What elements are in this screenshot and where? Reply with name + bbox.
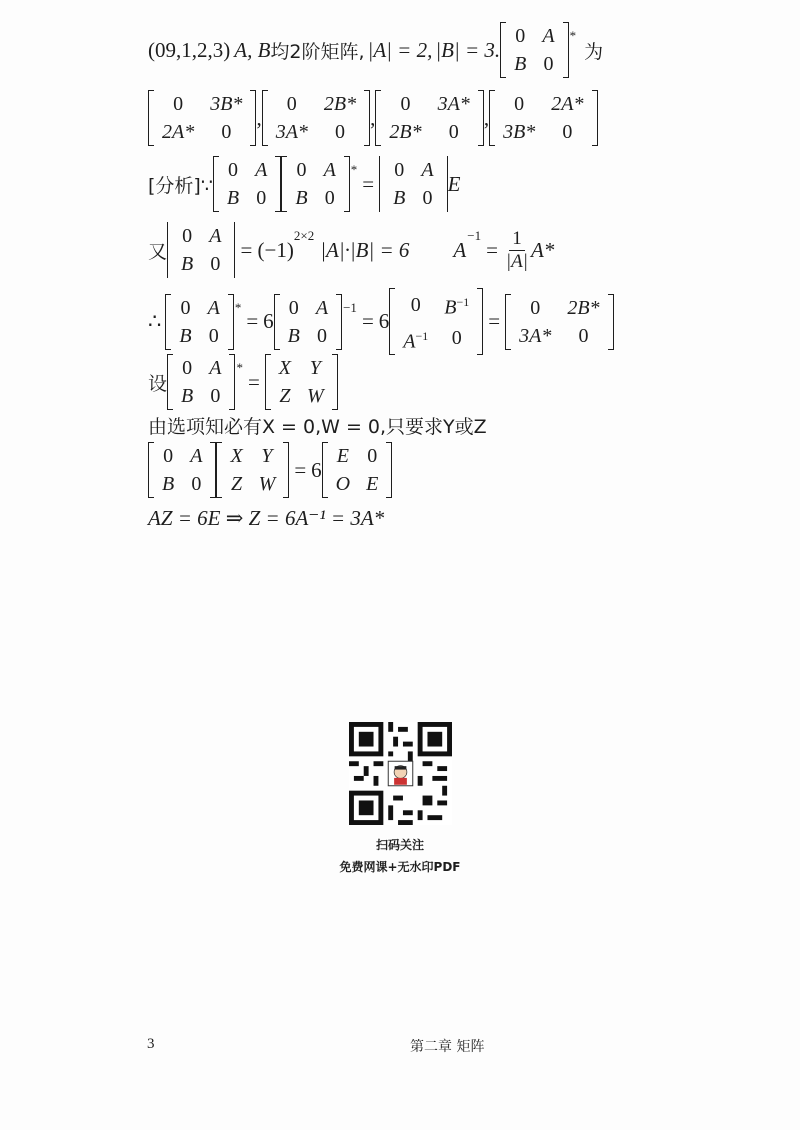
options-row: 0 3B* 2A* 0 , 0 2B* 3A* 0 , 0 3A* 2B* 0 , 0 2A* 3B* 0 (148, 90, 598, 146)
qr-code-image (349, 722, 452, 825)
problem-stem-text: 均2阶矩阵, (270, 40, 365, 63)
analysis-line-4: 设 0 A B 0 * = X Y Z W (148, 354, 338, 410)
analysis-conclusion: AZ = 6E ⇒ Z = 6A⁻¹ = 3A* (148, 506, 385, 530)
problem-ask: 为 (584, 40, 604, 63)
problem-cond-b: |B| = 3. (435, 37, 501, 62)
option-a-matrix: 0 3B* 2A* 0 (148, 90, 256, 146)
option-b-matrix: 0 2B* 3A* 0 (262, 90, 370, 146)
problem-vars: A, B (234, 37, 271, 62)
analysis-line-2: 又 0 A B 0 = (−1) 2×2 |A|·|B| = 6 A −1 = $\frac{1}{|A|}$ A* (148, 222, 554, 278)
analysis-you: 又 (148, 240, 168, 263)
problem-cond-a: |A| = 2, (367, 37, 433, 62)
stem-star: * (569, 28, 577, 43)
block-matrix: 0 A B 0 (213, 156, 281, 212)
stem-matrix: 0 A B 0 (500, 22, 568, 78)
option-d-matrix: 0 2A* 3B* 0 (489, 90, 597, 146)
page-number: 3 (147, 1036, 155, 1052)
qr-caption-offer: 免费网课+无水印PDF (339, 860, 461, 874)
qr-code[interactable] (349, 722, 452, 825)
fraction-one-over-det: $\frac{1}{|A|}$ (505, 227, 528, 272)
qr-caption-follow: 扫码关注 (375, 838, 424, 852)
analysis-line-5: 由选项知必有X = 0,W = 0,只要求Y或Z (148, 416, 487, 438)
analysis-line-1: [分析]∵ 0 A B 0 0 A B 0 * = 0 A B 0 E (148, 156, 460, 212)
identity-e: E (447, 171, 461, 196)
block-matrix-adj: 0 A B 0 (281, 156, 349, 212)
analysis-line-6: 0 A B 0 X Y Z W = 6 E 0 O E (148, 442, 392, 498)
problem-source: (09,1,2,3) (148, 37, 231, 62)
block-determinant: 0 A B 0 (379, 156, 447, 212)
problem-stem (148, 22, 603, 78)
chapter-title: 第二章 矩阵 (410, 1039, 485, 1055)
det-block: 0 A B 0 (167, 222, 235, 278)
option-c-matrix: 0 3A* 2B* 0 (375, 90, 483, 146)
analysis-label: [分析]∵ (148, 174, 213, 197)
analysis-line-3: ∴ 0 A B 0 * = 6 0 A B 0 −1 = 6 0 $B^{-1}$ $A^{-1}$ 0 = 0 2B* 3A* 0 (148, 288, 614, 355)
